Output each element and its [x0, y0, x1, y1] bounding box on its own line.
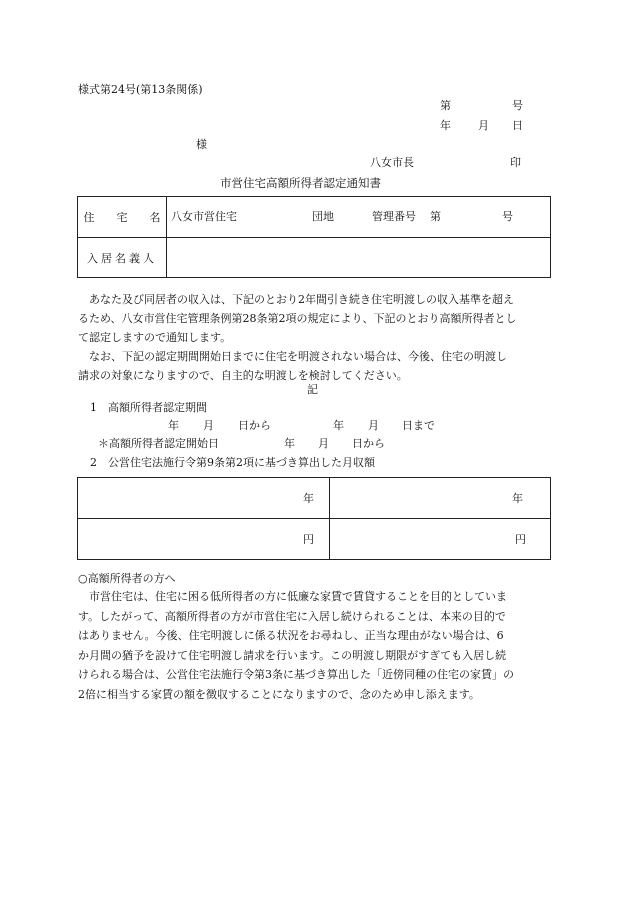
mgmt-number-label: 管理番号 — [372, 210, 416, 223]
doc-number-prefix: 第 — [440, 99, 451, 112]
tenant-row — [78, 238, 551, 278]
income-yen-row — [78, 519, 551, 560]
period-from-day: 日から — [238, 419, 271, 432]
ki-heading: 記 — [307, 383, 318, 396]
start-date-day: 日から — [352, 437, 385, 450]
date-year: 年 — [440, 119, 451, 132]
income-year-cell-2: 年 — [330, 478, 551, 519]
address-row — [78, 197, 551, 238]
start-date-label: ＊高額所得者認定開始日 — [98, 437, 219, 450]
notice-line: か月間の猶予を設けて住宅明渡し請求を行います。この明渡し期限がすぎても入居し続 — [78, 648, 507, 662]
seal-mark: 印 — [510, 156, 521, 169]
income-year-cell-1: 年 — [78, 478, 330, 519]
body-line: るため、八女市営住宅管理条例第28条第2項の規定により、下記のとおり高額所得者とし — [78, 312, 517, 325]
complex-label: 団地 — [312, 210, 334, 223]
address-value-cell — [167, 197, 551, 238]
body-text — [78, 290, 552, 385]
start-date-year: 年 — [284, 437, 295, 450]
info-table — [77, 196, 551, 278]
address-value: 八女市営住宅 — [171, 210, 237, 223]
date-day: 日 — [512, 119, 523, 132]
form-number: 様式第24号(第13条関係) — [78, 83, 203, 96]
body-line: あなた及び同居者の収入は、下記のとおり2年間引き続き住宅明渡しの収入基準を超え — [78, 293, 514, 306]
income-yen-cell-2: 円 — [330, 519, 551, 560]
section2-heading: 2 公営住宅法施行令第9条第2項に基づき算出した月収額 — [90, 456, 375, 469]
income-table — [77, 477, 551, 560]
start-date-month: 月 — [318, 437, 329, 450]
body-line: なお、下記の認定期間開始日までに住宅を明渡されない場合は、今後、住宅の明渡し — [78, 350, 507, 363]
addressee-suffix: 様 — [196, 138, 207, 151]
tenant-label: 入居名義人 — [78, 238, 167, 278]
document-title: 市営住宅高額所得者認定通知書 — [220, 176, 381, 190]
notice-line: はありません。今後、住宅明渡しに係る状況をお尋ねし、正当な理由がない場合は、6 — [78, 629, 504, 642]
income-yen-cell-1: 円 — [78, 519, 330, 560]
sender-name: 八女市長 — [370, 156, 414, 169]
date-month: 月 — [478, 119, 489, 132]
period-to-month: 月 — [368, 419, 379, 432]
mgmt-number-suffix: 号 — [502, 210, 513, 223]
period-to-day: 日まで — [402, 419, 435, 432]
notice-line: けられる場合は、公営住宅法施行令第3条に基づき算出した「近傍同種の住宅の家賃」の — [78, 668, 514, 681]
notice-line: す。したがって、高額所得者の方が市営住宅に入居し続けられることは、本来の目的で — [78, 609, 506, 623]
period-to-year: 年 — [333, 419, 344, 432]
body-line: 請求の対象になりますので、自主的な明渡しを検討してください。 — [78, 369, 408, 382]
notice-line: 2倍に相当する家賃の額を徴収することになりますので、念のため申し添えます。 — [78, 687, 480, 701]
notice-line: 市営住宅は、住宅に困る低所得者の方に低廉な家賃で賃貸することを目的としていま — [78, 590, 507, 603]
notice-text — [78, 587, 552, 704]
mgmt-number-prefix: 第 — [430, 210, 441, 223]
tenant-value — [167, 238, 551, 278]
address-label: 住 宅 名 — [78, 197, 167, 238]
period-from-month: 月 — [203, 419, 214, 432]
body-line: て認定しますので通知します。 — [78, 331, 232, 344]
section1-heading: 1 高額所得者認定期間 — [90, 401, 207, 414]
doc-number-suffix: 号 — [512, 99, 523, 112]
period-from-year: 年 — [168, 419, 179, 432]
notice-heading: ○高額所得者の方へ — [78, 572, 176, 585]
income-year-row — [78, 478, 551, 519]
